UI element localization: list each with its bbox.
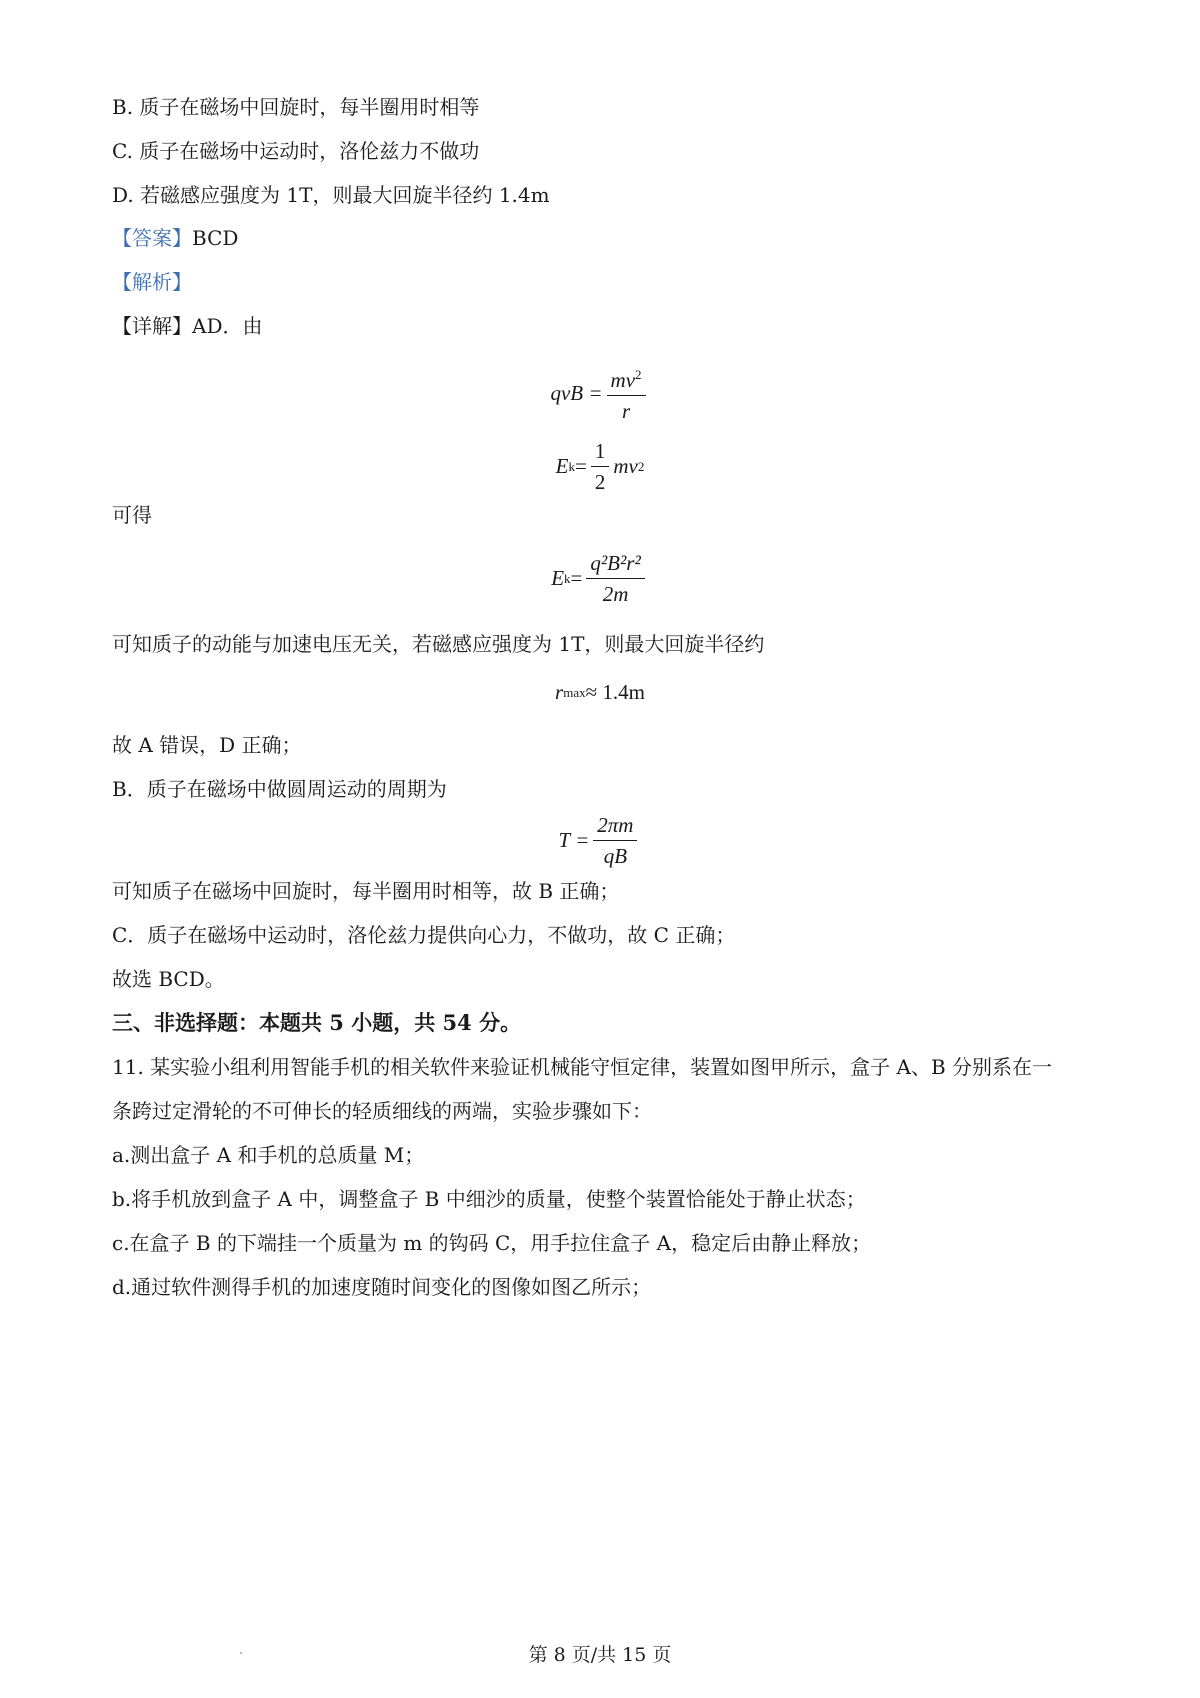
b-intro: B．质子在磁场中做圆周运动的周期为 xyxy=(112,777,447,801)
q11-step-d: d.通过软件测得手机的加速度随时间变化的图像如图乙所示； xyxy=(112,1275,652,1299)
formula-2-left: E xyxy=(555,454,569,478)
formula-5-left: T = xyxy=(558,828,590,852)
analysis-tag: 【解析】 xyxy=(112,270,192,294)
formula-2-right: mv xyxy=(613,454,638,478)
formula-3-num: q²B²r² xyxy=(590,551,641,575)
conclusion-1: 可知质子的动能与加速电压无关，若磁感应强度为 1T，则最大回旋半径约 xyxy=(112,632,765,656)
answer-tag: 【答案】 xyxy=(112,226,192,250)
formula-1-den: r xyxy=(621,399,631,423)
formula-3-den: 2m xyxy=(602,582,629,606)
conclusion-2: 故 A 错误，D 正确； xyxy=(112,733,302,757)
answer-line xyxy=(112,223,238,253)
q11-line-2: 条跨过定滑轮的不可伸长的轻质细线的两端，实验步骤如下： xyxy=(112,1099,652,1123)
option-b: B. 质子在磁场中回旋时，每半圈用时相等 xyxy=(112,95,480,119)
formula-2-den: 2 xyxy=(594,470,606,494)
kede-text: 可得 xyxy=(112,503,152,527)
q11-step-c: c.在盒子 B 的下端挂一个质量为 m 的钩码 C，用手拉住盒子 A，稳定后由静止释放； xyxy=(112,1231,872,1255)
formula-1-num: mv xyxy=(610,368,636,392)
formula-3-left: E xyxy=(551,566,565,590)
q11-step-a: a.测出盒子 A 和手机的总质量 M； xyxy=(112,1143,425,1167)
b-conclusion: 可知质子在磁场中回旋时，每半圈用时相等，故 B 正确； xyxy=(112,879,620,903)
formula-5-den: qB xyxy=(603,844,628,868)
final-answer: 故选 BCD。 xyxy=(112,967,225,991)
q11-line-1: 11. 某实验小组利用智能手机的相关软件来验证机械能守恒定律，装置如图甲所示，盒子 A、B 分别系在一 xyxy=(112,1055,1053,1079)
formula-4-left: r xyxy=(555,680,564,704)
option-d: D. 若磁感应强度为 1T，则最大回旋半径约 1.4m xyxy=(112,183,550,207)
detail-intro: 【详解】AD．由 xyxy=(112,314,263,338)
formula-4-right: ≈ 1.4m xyxy=(585,680,645,704)
q11-step-b: b.将手机放到盒子 A 中，调整盒子 B 中细沙的质量，使整个装置恰能处于静止状态； xyxy=(112,1187,866,1211)
formula-rmax: r max ≈ 1.4m xyxy=(555,680,645,704)
answer-value: BCD xyxy=(192,226,239,250)
formula-5-num: 2πm xyxy=(597,813,634,837)
c-text: C．质子在磁场中运动时，洛伦兹力提供向心力，不做功，故 C 正确； xyxy=(112,923,736,947)
page-footer: 第 8 页/共 15 页 xyxy=(528,1644,672,1666)
section-3-heading: 三、非选择题：本题共 5 小题，共 54 分。 xyxy=(112,1010,522,1035)
formula-period xyxy=(0,812,1200,869)
formula-2-num: 1 xyxy=(591,438,610,467)
formula-1-left: qvB = xyxy=(550,380,603,405)
formula-lorentz: qvB = $\frac{mv^2}{r}$ xyxy=(0,362,1200,424)
option-c: C. 质子在磁场中运动时，洛伦兹力不做功 xyxy=(112,139,480,163)
formula-kinetic-energy: E k = $\frac{1}{2}$ mv 2 xyxy=(555,439,645,494)
formula-ek-result: E k = $\frac{\text{q²B²r²}}{2m}$ xyxy=(0,550,1200,607)
